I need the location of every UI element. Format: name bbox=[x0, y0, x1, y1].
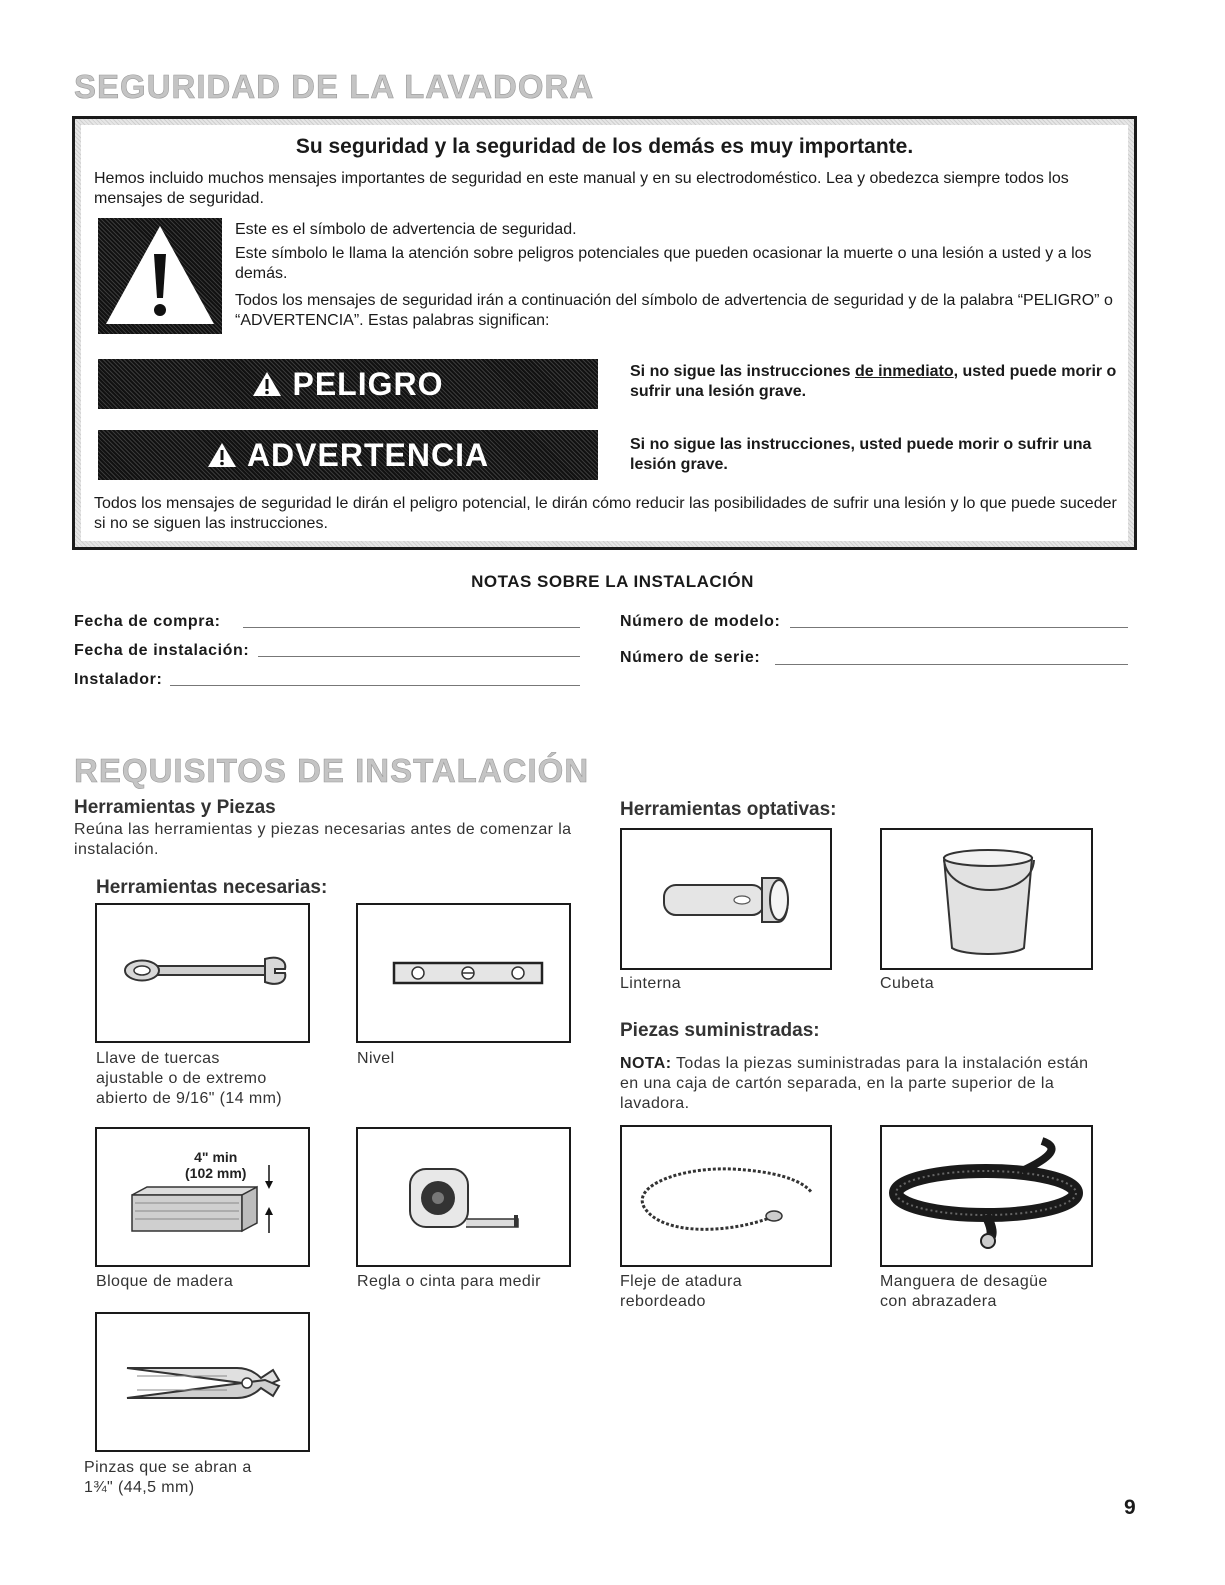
warning-alert-icon bbox=[207, 441, 237, 469]
page-number: 9 bbox=[1124, 1496, 1136, 1519]
required-tools-heading: Herramientas necesarias: bbox=[96, 877, 328, 898]
note-label: NOTA: bbox=[620, 1055, 672, 1072]
danger-text-start: Si no sigue las instrucciones bbox=[630, 363, 855, 380]
flashlight-image-box bbox=[620, 828, 832, 970]
wrench-caption-line-3: abierto de 9/16" (14 mm) bbox=[96, 1090, 283, 1107]
symbol-description-3: Todos los mensajes de seguridad irán a continuación del símbolo de advertencia de seguridad y de la palabra “PELIGRO” o “ADVERTENCIA”. Estas palabras significan: bbox=[235, 292, 1113, 329]
safety-heading: Su seguridad y la seguridad de los demás es muy importante. bbox=[295, 135, 914, 158]
section-title-safety: SEGURIDAD DE LA LAVADORA bbox=[74, 68, 595, 105]
danger-description bbox=[630, 362, 1120, 402]
drain-hose-caption-line-2: con abrazadera bbox=[880, 1293, 997, 1310]
danger-label: PELIGRO bbox=[292, 365, 444, 402]
tie-strap-caption bbox=[620, 1272, 742, 1312]
wood-block-dimension-line-1: 4" min bbox=[194, 1149, 238, 1165]
purchase-date-label: Fecha de compra: bbox=[74, 613, 221, 630]
pliers-image-box bbox=[95, 1312, 310, 1452]
tape-measure-icon bbox=[358, 1129, 569, 1265]
level-icon bbox=[358, 905, 569, 1041]
wrench-image-box bbox=[95, 903, 310, 1043]
tie-strap-image-box bbox=[620, 1125, 832, 1267]
drain-hose-caption bbox=[880, 1272, 1048, 1312]
safety-message-inner bbox=[81, 125, 1128, 541]
bucket-image-box bbox=[880, 828, 1093, 970]
wood-block-caption: Bloque de madera bbox=[96, 1273, 234, 1290]
serial-number-label: Número de serie: bbox=[620, 649, 761, 666]
danger-alert-icon bbox=[252, 370, 282, 398]
installation-notes-title: NOTAS SOBRE LA INSTALACIÓN bbox=[471, 572, 754, 591]
model-number-label: Número de modelo: bbox=[620, 613, 781, 630]
installer-field[interactable] bbox=[170, 685, 580, 686]
safety-intro: Hemos incluido muchos mensajes importantes de seguridad en este manual y en su electrodoméstico. Lea y obedezca siempre todos los mensajes de seguridad. bbox=[94, 170, 1069, 207]
wrench-caption bbox=[96, 1049, 282, 1109]
section-title-requirements: REQUISITOS DE INSTALACIÓN bbox=[74, 752, 590, 789]
bucket-caption: Cubeta bbox=[880, 975, 934, 992]
tie-strap-caption-line-1: Fleje de atadura bbox=[620, 1273, 743, 1290]
tools-parts-text: Reúna las herramientas y piezas necesarias antes de comenzar la instalación. bbox=[74, 821, 572, 858]
drain-hose-icon bbox=[882, 1127, 1091, 1265]
wood-block-dimension bbox=[185, 1149, 246, 1181]
purchase-date-field[interactable] bbox=[243, 627, 580, 628]
tie-strap-icon bbox=[622, 1127, 830, 1265]
install-date-label: Fecha de instalación: bbox=[74, 642, 250, 659]
pliers-caption bbox=[84, 1458, 252, 1498]
pliers-caption-line-1: Pinzas que se abran a bbox=[84, 1459, 252, 1476]
danger-text-end: , usted puede morir o sufrir una lesión grave. bbox=[630, 363, 1117, 400]
warning-signal-banner bbox=[98, 430, 598, 480]
drain-hose-image-box bbox=[880, 1125, 1093, 1267]
level-caption: Nivel bbox=[357, 1050, 395, 1067]
tape-measure-caption: Regla o cinta para medir bbox=[357, 1273, 541, 1290]
installer-label: Instalador: bbox=[74, 671, 163, 688]
warning-label: ADVERTENCIA bbox=[246, 436, 490, 473]
safety-message-box bbox=[72, 116, 1137, 550]
danger-text-underlined: de inmediato bbox=[854, 363, 954, 380]
safety-alert-symbol-icon bbox=[98, 218, 222, 334]
warning-description: Si no sigue las instrucciones, usted puede morir o sufrir una lesión grave. bbox=[630, 436, 1092, 473]
serial-number-field[interactable] bbox=[775, 664, 1128, 665]
symbol-description-1: Este es el símbolo de advertencia de seguridad. bbox=[235, 221, 577, 238]
note-text: Todas la piezas suministradas para la instalación están en una caja de cartón separada, en la parte superior de la lavadora. bbox=[620, 1055, 1089, 1112]
symbol-description-2: Este símbolo le llama la atención sobre peligros potenciales que pueden ocasionar la muerte o una lesión a usted y a los demás. bbox=[235, 245, 1092, 282]
wrench-caption-line-2: ajustable o de extremo bbox=[96, 1070, 267, 1087]
bucket-icon bbox=[882, 830, 1091, 968]
tools-parts-heading: Herramientas y Piezas bbox=[74, 797, 276, 818]
supplied-parts-heading: Piezas suministradas: bbox=[620, 1020, 820, 1041]
wood-block-dimension-line-2: (102 mm) bbox=[185, 1165, 247, 1181]
install-date-field[interactable] bbox=[258, 656, 580, 657]
wrench-caption-line-1: Llave de tuercas bbox=[96, 1050, 220, 1067]
level-image-box bbox=[356, 903, 571, 1043]
flashlight-icon bbox=[622, 830, 830, 968]
danger-signal-banner bbox=[98, 359, 598, 409]
wrench-icon bbox=[97, 905, 308, 1041]
tie-strap-caption-line-2: rebordeado bbox=[620, 1293, 706, 1310]
pliers-icon bbox=[97, 1314, 308, 1450]
flashlight-caption: Linterna bbox=[620, 975, 682, 992]
optional-tools-heading: Herramientas optativas: bbox=[620, 799, 837, 820]
safety-footer-text: Todos los mensajes de seguridad le dirán el peligro potencial, le dirán cómo reducir las posibilidades de sufrir una lesión y lo que puede suceder si no se siguen las instrucciones. bbox=[94, 495, 1117, 532]
pliers-caption-line-2: 1¾" (44,5 mm) bbox=[84, 1479, 195, 1496]
wood-block-image-box bbox=[95, 1127, 310, 1267]
model-number-field[interactable] bbox=[790, 627, 1128, 628]
tape-measure-image-box bbox=[356, 1127, 571, 1267]
supplied-parts-note bbox=[620, 1054, 1110, 1114]
drain-hose-caption-line-1: Manguera de desagüe bbox=[880, 1273, 1048, 1290]
